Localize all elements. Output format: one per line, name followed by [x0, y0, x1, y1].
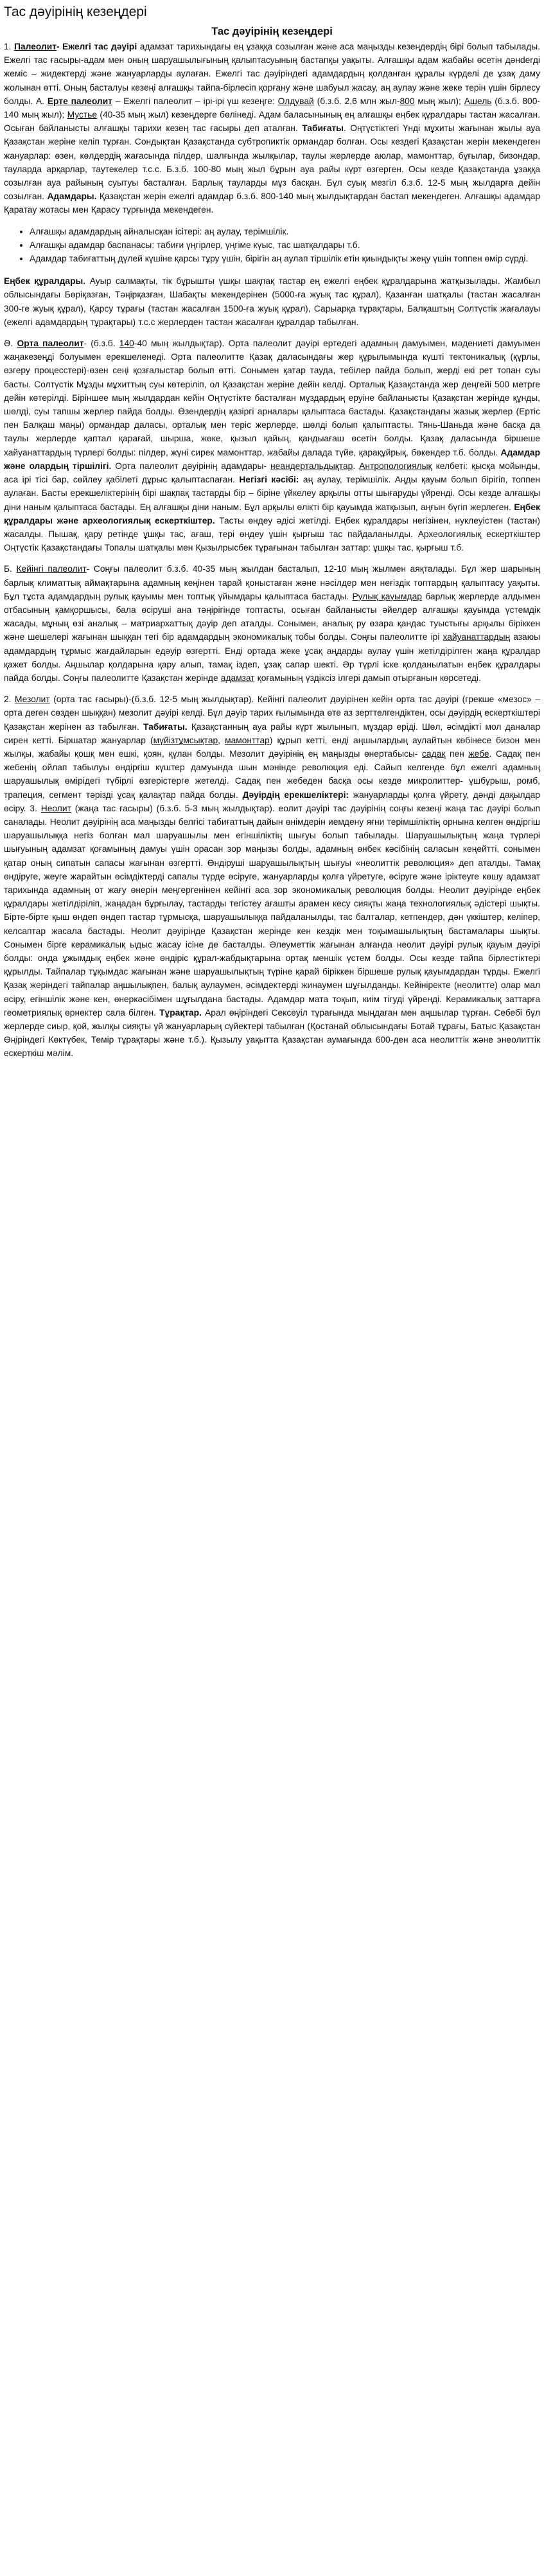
text-run: -40 мың жылдықтар). Орта палеолит дәуірі ертедегі адамның дамуымен, мәдениеті дамуымен жаңакезеңді болуымен ерекшеленеді. Орта палеолитте Қазақ даласындағы жер құрылымында күшті тектоникалық (құрлы, өзгеру процесстері)-өзен сеңі қозғалыстар болып өтті. Сонымен қатар тауда, тебілер пайда болып, жерді екі рет топан суы басты. Солтүстік Мұзды мұхиттың суы көтеріліп, ол Қазақстан жеріне дейін келді. Орталық Қазақстанда жер деңгейі 500 метрге дейін көтерілді. Біріншее мың жылдардан кейін Оңтүстікте басталған мұздардың еруіне байланысты Қазақстан жерінде құнды, шөлді, суы тапшы жерлер пайда болды. Өзендердің қазіргі арналары қалыптаса бастады. Қазақстандағы жазық жерлер (Ертіс пен Балқаш маңы) ормандар даласы, орталық мен теріс жерлерде, шөлді болып қалыптасты. Тянь-Шаньда және басқа да таулы жерлерде қаптал қарағай, шырша, жөке, қызыл қайың, қандыағаш өсетін болды. Қазақ даласында біршеше хайуанаттардың түрлері болды: пілдер, жүні сирек мамонттар, жабайы далада түйе, қарақұйрық, бөкендер т.б. болды.	[4, 339, 540, 457]
underlined-text: Олдувай	[277, 96, 314, 106]
text-run: ) құрып кетті, енді аңшылардың аулайтын көбінесе бизон мен жылқы, жабайы қошқ мен ешкі, қоян, құлан болды. Мезолит дәуірінің ең маңызды өнертабысы-	[4, 735, 541, 759]
text-run: келбеті: қысқа мойынды, аса ірі тісі бар, сөйлеу қабілеті дұрыс қалыптаспаған.	[4, 461, 540, 485]
text-run: . Оңтүстіктегі Үнді мұхиты жағынан жылы ауа Қазақстан жеріне келіп тұрған. Сондықтан Қазақстанда субтропиктік ормандар болған. Осы кездегі Қазақстан жерін мекендеген жануарлар: өзен, көлдердің жағасында пілдер, шалғында жылқылар, таулы жерлерде аюлар, мамонттар, бұғылар, бизондар, тауларда арқарлар, таутекелер т.с.с. Б.з.б. 100-80 мың жыл бұрын ауа райы күрт өзгерген. Осы кезде Қазақстанда ұзаққа созылған ауа райының суытуы басталған. Барлық тауларды мұз басқан. Бұл суық мезгіл б.з.б. 12-5 мың жылдарға дейін созылған.	[4, 123, 540, 202]
document-body	[4, 40, 540, 1061]
text-run: Тасты өндеу әдісі жетілді. Еңбек құралдары негізінен, нуклеуістен (тастан) жасалды. Пышақ, қару ретінде ұшқы тас, ағаш, тері өндеу үшін қырғыш тас пайдаланылды. Археологиялық ескерткіштер Оңтүстік Қазақстандағы Топалы шатқалы мен Қызылрысбек тұрағынан табылған заттар: ұшқы тас, қырғыш т.б.	[4, 515, 540, 553]
text-run: Ә.	[4, 339, 17, 349]
text-run: (40-35 мың жыл) кезеңдерге бөлінеді. Адам баласынының ең алғашқы еңбек құралдары тастан жасалған. Осыған байланысты алғашқы тарихи кезең тас ғасыры деп аталған.	[4, 110, 540, 134]
paragraph-mesolithic-neolithic	[4, 693, 540, 1060]
underlined-text: 140	[119, 339, 134, 349]
underlined-text: Мезолит	[15, 694, 50, 705]
underlined-text: Рулық қауымдар	[352, 591, 422, 601]
underlined-text: жебе	[468, 748, 489, 759]
bold-text: Адамдары.	[47, 191, 97, 202]
bold-text: Орта палеолит	[17, 339, 84, 349]
underlined-text: Ашель	[464, 96, 492, 106]
paragraph-tools	[4, 274, 540, 329]
text-run: Арал өңіріндегі Сексеуіл тұрағында мыңдаған мен аңшылар тұрған. Себебі бұл жерлерде сиыр, қой, жылқы сияқты үй жануарларың сүйектері табылған (Қостанай облысындағы Ботай тұрағы, Батыс Қазақстан Өңіріндегі Көктүбек, Темір тұрақтары және т.б.). Қызылу уақытта Қазақстан аумағында 600-ден аса неолиттік және энеолиттік ескерткіш мәлім.	[4, 1007, 540, 1059]
list-item: • Адамдар табиғаттың дүлей күшіне қарсы тұру үшін, бірігін аң аулап тіршілік етін қиындықты жеңу үшін топпен өмір сүрді.	[30, 252, 540, 265]
bullet-list	[4, 225, 540, 266]
bold-text: Табиғаты.	[143, 721, 188, 732]
text-run: азаюы адамдардың тұрмыс жағдайларын едәуір өзгертті. Енді ортада жеке ұсақ аңдарды аулау үшін жетілдірілген жаңа құралдар қажет болды. Аңшылар қолдарына қару алып, тамақ іздеп, ұзақ сапар шекті. Әр түрлі іске қолданылатын еңбек құралдары пайда болды. Соңғы палеолитте Қазақстан жерінде	[4, 632, 540, 683]
paragraph-late-paleolithic	[4, 562, 540, 685]
underlined-text: 800	[399, 96, 415, 106]
underlined-text: садақ	[422, 748, 446, 759]
text-run: (орта тас ғасыры)-(б.з.б. 12-5 мың жылдықтар). Кейінгі палеолит дәуірінен кейін орта тас дәуірі (грекше «мезос» – орта деген сөзден шыққан) мезолит дәуірі келді. Бұл дәуір тарих ғылымында өте аз зерттелгендіктен, осы дәуірдің ескерткіштері Қазақстан жерінен аз табылған.	[4, 694, 541, 732]
text-run: - (б.з.б.	[83, 339, 119, 349]
text-run: барлық жерлерде алдымен отбасының қамқоршысы, бала өсіруші ана тәңірігінде топтасты, осыған байланысты әйелдер алғашқы қауымда үстемдік жасады, мұның өзі аналық – матриархаттық дәуір деп аталды. Сонымен, аналық ру өзара қандас туыстығы арқылы біріккен және шешелері жағынан шыққан тегі бір адамдардың экономикалық тобы болды. Соңғы палеолитте ірі	[4, 591, 540, 642]
underlined-text: мүйізтұмсықтар	[153, 735, 218, 745]
bold-text: Негізгі кәсібі:	[239, 475, 299, 485]
text-run: жануарларды қолға үйрету, дәнді дақылдар өсіру. 3.	[4, 790, 540, 813]
text-run: пен	[445, 748, 469, 759]
text-run: Қазақстанның ауа райы күрт жылынып, мұздар еріді. Шөл, әсімдікті мол даналар сирен кетті. Біршатар жануарлар (	[4, 721, 540, 745]
bold-text: Еңбек құралдары.	[4, 276, 86, 287]
underlined-text: мамонттар	[225, 735, 270, 745]
text-run: қоғамының үздіксіз ілгері дамып отырғанын көрсетеді.	[254, 673, 481, 683]
underlined-text: хайуанаттардың	[443, 632, 511, 642]
bold-text: Еңбек құралдары және археологиялық ескерткіштер.	[4, 502, 540, 525]
text-run: – Ежелгі палеолит – ірі-ірі үш кезеңге:	[112, 96, 278, 106]
text-run: (б.з.б. 2,6 млн жыл-	[313, 96, 400, 106]
list-item: • Алғашқы адамдардың айналысқан ісітері: аң аулау, терімшілік.	[30, 225, 540, 238]
text-run: Б.	[4, 564, 17, 574]
page-header: Тас дәуірінің кезеңдері	[4, 4, 147, 19]
underlined-text: Неолит	[40, 803, 71, 813]
underlined-text: Антропологиялық	[359, 461, 432, 471]
underlined-text: адамзат	[220, 673, 255, 683]
bold-text: Табиғаты	[302, 123, 344, 134]
bold-text: Дәуірдің ерекшеліктері:	[242, 790, 349, 800]
bold-text: Адамдар және олардың тіршілігі.	[4, 447, 540, 471]
underlined-text: Мустье	[67, 110, 98, 120]
bold-text: Палеолит	[14, 42, 57, 51]
document-title: Тас дәуірінің кезеңдері	[211, 26, 333, 37]
text-run: аң аулау, терімшілік. Аңды қауым болып бірігіп, топпен аулаған. Басты ерекшеліктерінің бірі шақпақ тастарды бір – біріне үйкелеу арқылы отты шығаруды үйренді. Осы кезде алғашқы діни наным қалыптаса бастады. Ең алғашқы діни наным. Бұл арқылы өлікті бір қауымда жатқызып, аңғын бүгіп жерлеген.	[4, 475, 540, 512]
text-run: .	[353, 461, 360, 471]
bold-text: Ерте палеолит	[47, 96, 112, 106]
text-run: (жаңа тас ғасыры) (б.з.б. 5-3 мың жылдықтар). еолит дәуірі тас дәуірінің соңғы кезеңі жаңа тас дәуірі болып саналады. Неолит дәуірінің аса маңызды белгісі табиғаттың дайын өнімдерін иемдену яғни терімшіліктің орнына келген өндіргіш шаруашылыққа негіз болған мал шаруашылы мен егіншіліктің шығуы болып табылады. Шаруашылықтың жаңа түрлері шығуының адамзат қоғамының дамуы үшін орасан зор маңызы болды, адамның өнбек кәсібінің саласын кеңейтті, сонымен қатар оның сипатын сапасы жағынан өзгертті. Өндіруші шаруашылықтың шығуы «неолиттік революция» деп аталды. Тамақ өндіруге, жеуге жарайтын өсімдіктерді сапалы түрде өсіруге, жануарларды қолға үйретуге, өсіруге және ірiктеуге көшу адамзат тарихында адамның от жағу өнерін меңгергенінен кейінгі аса зор экономикалық революция болды. Неолит дәуірінде еңбек құралдары жетілдіріліп, жаңадан бұрғылау, тастарды тегістеу ағашты арамен кесу сияқты жаңа технологиялық әдістері шықты. Бірте-бірте қыш өндеп өндеп тастар тұрмысқа, шаруашылыққа пайдаланылды, тас балталар, кетпендер, дән үккіштер, келіпер, келсаптар жасала бастады. Неолит дәуірінде Қазақстан жерінде кен кездік мен тоқымашылықтың бастамалары шықты. Сонымен бірге керамикалық ыдыс жасау ісіне де басталды. Әлеуметтік жағынан алғанда неолит дәуірі рулық қауым дәуірі болды: онда ұжымдық еңбек және өндіріс құрал-жабдықтарына ортақ меншік үстем болды. Осы кезде тайпа бірлестіктері құрылды. Тайпалар тұқымдас жағынан және шаруашылықтың түріне қарай біріккен біршеше рулық қауымдардан тұрды. Ежелгі Қазақ жеріндегі тайпалар аңшылықпен, балық аулаумен, әсімдектерді жинаумен шұғылданды. Кейініректе (неолитте) олар мал өсіру, егіншілік және кен, өнеркәсібімен шұғылдана бастады. Адамдар мата тоқып, киім тігуді үйренді. Керамикалық заттарға геометриялық өрнектер сала білген.	[4, 803, 541, 1018]
text-run: Қазақстан жерін ежелгі адамдар б.з.б. 800-140 мың жылдықтардан бастап мекендеген. Алғашқы адамдар Қаратау жотасы мен Қарасу тұрғында мекендеген.	[4, 191, 540, 215]
bold-text: - Ежелгі тас дәуірі	[56, 42, 137, 51]
underlined-text: Кейінгі палеолит	[16, 564, 87, 574]
paragraph-middle-paleolithic	[4, 337, 540, 554]
text-run: адамзат тарихындағы ең ұзаққа созылған және аса маңызды кезеңдердің бірі болып табылады. Ежелгі тас ғасыры-адам мен оның шаруашылығының қалыптасуының бастапқы уақыты. Алғашқы адам жабайы өсетін дәнderді жеміс – жидектерді және жануарларды аулаған. Ежелгі тас дәуіріндегі адамдардың қолданған құралы күрделі де ұзақ даму жолынан өтті. Оның басталуы кезеңі алғашқы тайпа-бірлесіп қорғану және шабуыл жасау, аң аулау және жеке терін үшін бірлесу болды. А.	[4, 42, 540, 106]
underlined-text: неандертальдықтар	[270, 461, 353, 471]
text-run: (б.з.б. 800-140 мың жыл);	[4, 96, 540, 120]
text-run: мың жыл);	[414, 96, 464, 106]
text-run: . Садақ пен жебенің ойлап табылуы өндірғіш күштер дамуында шын мәнінде революция еді. Сайып келгенде бұл ежелгі адамның шаруашылық өмірідегі түбірлі өзгерістерге жетелді. Садақ пен жебеден басқа осы кезде микролиттер- ұшбұрыш, ромб, трапеция, сегмент тәрізді ұсақ қалақтар пайда болды.	[4, 748, 540, 800]
paragraph-paleolithic	[4, 40, 540, 217]
list-item: • Алғашқы адамдар баспанасы: табиғи үңгірлер, үңгіме күыс, тас шатқалдары т.б.	[30, 238, 540, 252]
text-run: - Соңғы палеолит б.з.б. 40-35 мың жылдан басталып, 12-10 мың жылмен аяқталады. Бұл жер шарының барлық климаттық аймақтарына адамның кеңінен тарай қоныстаған және нәсілдер мен неғіздік топтардың қалыптасу уақыты. Бұл тұста адамдардың рулық қауымы мен топтық үйымдары қалыптаса бастады.	[4, 564, 540, 601]
text-run: Ауыр салмақты, тік бұрышты үшқы шақпақ тастар ең ежелгі еңбек құралдарына жатқызылады. Жамбыл облысындағы Бөріқазған, Тәңірқазған, Шабақты мекендерінен (5000-ға жуық тас құрал), Қазанған шатқалы (тастан жасалған 300-ге жуық құрал), Қарсу тұрағы (тастан жасалған 1500-ға жуық құрал), Сарыарқа тұрақтары, Балқаштың Солтүстік жағалауы (ежелгі адамдардың тұрақтары) т.с.с жерлерден тастан жасалған құралдар табылған.	[4, 276, 540, 327]
bold-text: Тұрақтар.	[159, 1007, 202, 1018]
text-run: 2.	[4, 694, 15, 705]
text-run: Орта палеолит дәуірінің адамдары-	[111, 461, 271, 471]
text-run: ,	[218, 735, 225, 745]
text-run: 1.	[4, 42, 15, 51]
